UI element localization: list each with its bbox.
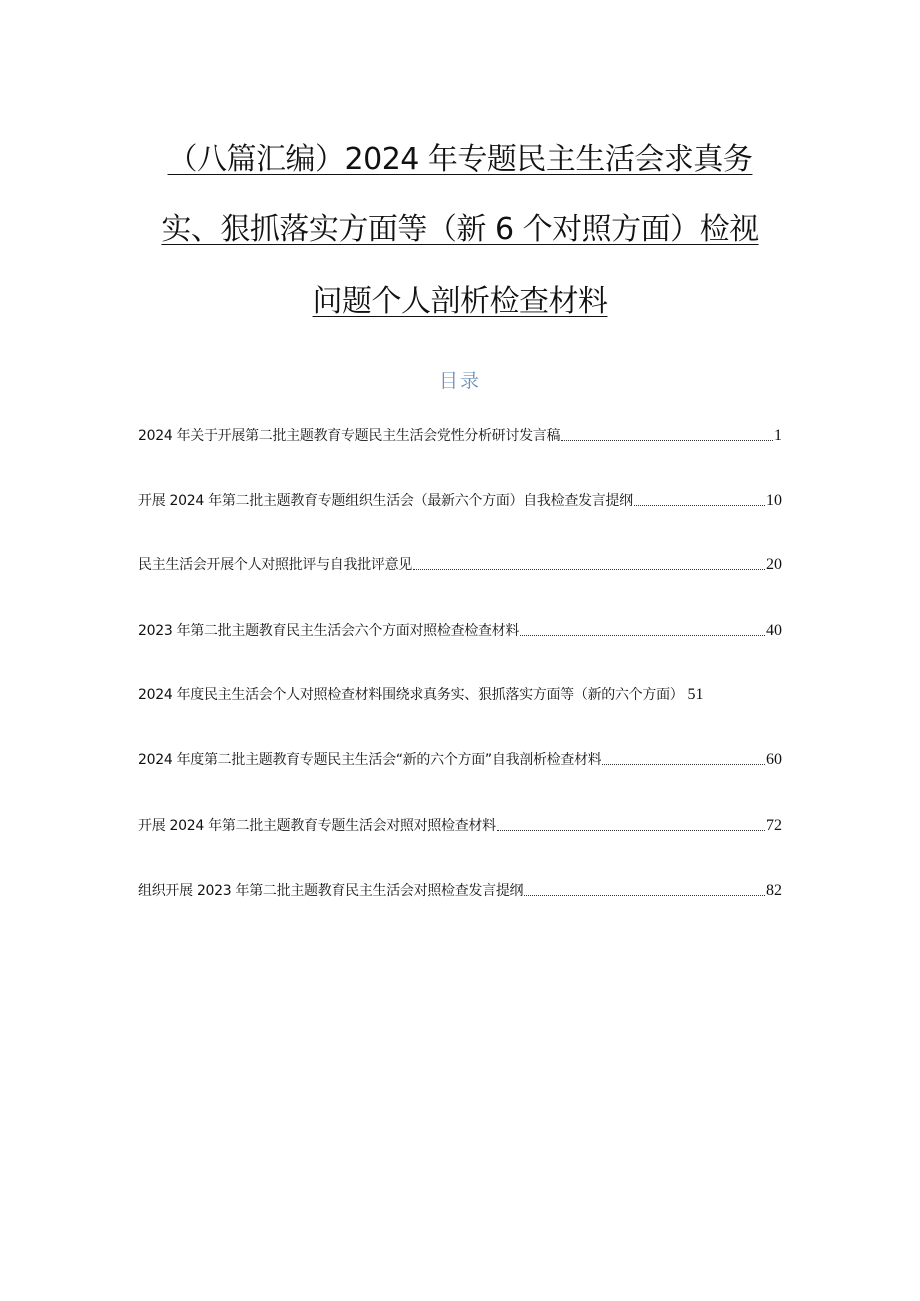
- toc-entry[interactable]: [138, 877, 782, 901]
- toc-dot-leader: [634, 505, 765, 506]
- toc-entry[interactable]: [138, 487, 782, 511]
- toc-dot-leader: [497, 830, 765, 831]
- document-title-line-3: 问题个人剖析检查材料: [312, 284, 608, 319]
- toc-dot-leader: [602, 764, 765, 765]
- toc-entry-title: 2023 年第二批主题教育民主生活会六个方面对照检查检查材料: [138, 623, 520, 639]
- toc-entry-title: 民主生活会开展个人对照批评与自我批评意见: [138, 557, 412, 573]
- toc-dot-leader: [413, 569, 765, 570]
- toc-page-number: 20: [766, 556, 782, 573]
- toc-dot-leader: [524, 895, 765, 896]
- document-title-line-1: （八篇汇编）2024 年专题民主生活会求真务: [167, 142, 753, 177]
- toc-heading: 目录: [438, 370, 481, 392]
- toc-page-number: 10: [766, 492, 782, 509]
- toc-entry[interactable]: [138, 551, 782, 575]
- toc-entry-title: 开展 2024 年第二批主题教育专题生活会对照对照检查材料: [138, 818, 496, 834]
- toc-dot-leader: [561, 440, 773, 441]
- document-title-line-2: 实、狠抓落实方面等（新 6 个对照方面）检视: [161, 212, 759, 247]
- toc-page-number: 51: [687, 686, 704, 703]
- toc-entry[interactable]: [138, 812, 782, 836]
- toc-entry-title: 开展 2024 年第二批主题教育专题组织生活会（最新六个方面）自我检查发言提纲: [138, 493, 633, 509]
- toc-entry-title: 2024 年度民主生活会个人对照检查材料围绕求真务实、狠抓落实方面等（新的六个方面）: [138, 687, 684, 703]
- toc-page-number: 82: [766, 882, 782, 899]
- toc-entry[interactable]: [138, 746, 782, 770]
- toc-page-number: 60: [766, 751, 782, 768]
- toc-entry-title: 2024 年度第二批主题教育专题民主生活会“新的六个方面”自我剖析检查材料: [138, 752, 602, 768]
- toc-entry-title: 2024 年关于开展第二批主题教育专题民主生活会党性分析研讨发言稿: [138, 428, 561, 444]
- toc-dot-leader: [520, 635, 765, 636]
- toc-entry[interactable]: [138, 617, 782, 641]
- toc-page-number: 72: [766, 817, 782, 834]
- toc-page-number: 1: [774, 427, 782, 444]
- toc-entry[interactable]: [138, 422, 782, 446]
- toc-entry[interactable]: [138, 681, 782, 705]
- toc-page-number: 40: [766, 622, 782, 639]
- toc-entry-title: 组织开展 2023 年第二批主题教育民主生活会对照检查发言提纲: [138, 883, 524, 899]
